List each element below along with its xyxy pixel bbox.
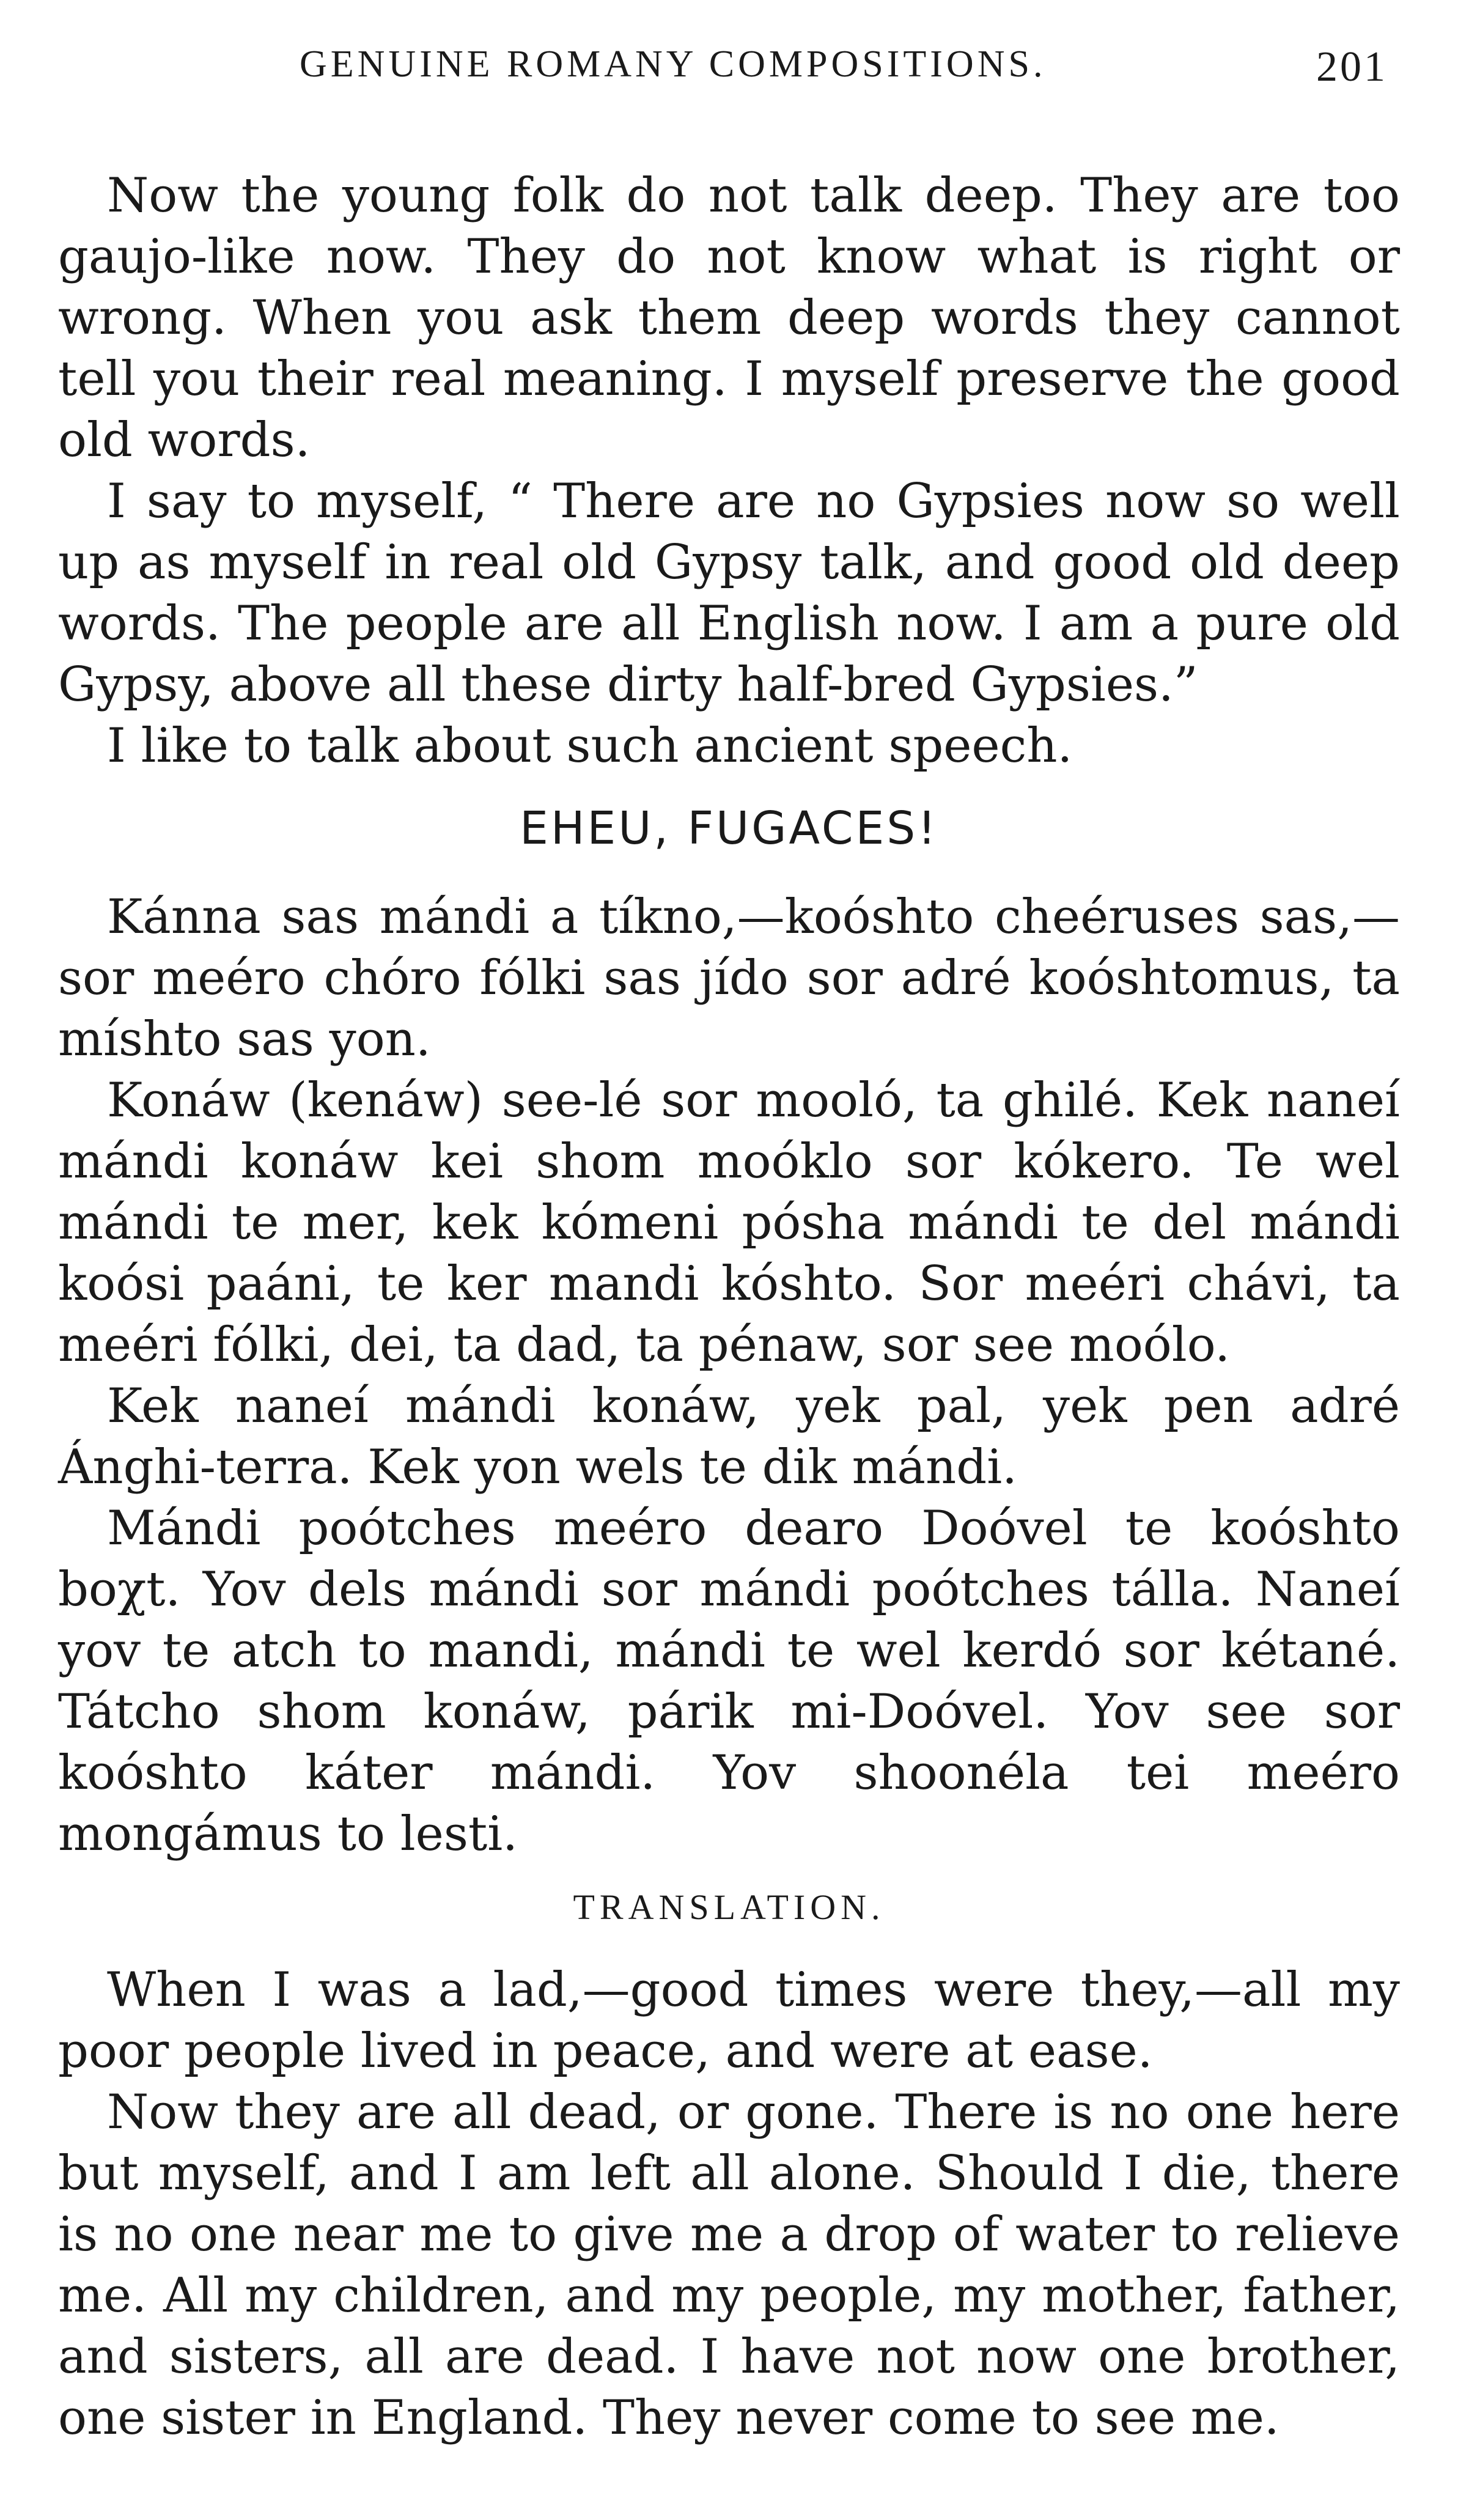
romany-paragraph-1: Kánna sas mándi a tíkno,—koóshto cheéruses sas,—sor meéro chóro fólki sas jído sor adré koóshtomus, ta míshto sas yon. [58,890,1400,1067]
romany-paragraph-3: Kek naneí mándi konáw, yek pal, yek pen adré Ánghi-terra. Kek yon wels te dik mándi. [58,1379,1400,1495]
intro-paragraph-2: I say to myself, “ There are no Gypsies now so well up as myself in real old Gypsy talk, and good old deep words. The people are all English now. I am a pure old Gypsy, above all these dirty half-bred Gypsies.” [58,474,1400,712]
translation-paragraph-1: When I was a lad,—good times were they,—all my poor people lived in peace, and were at ease. [58,1962,1400,2079]
romany-paragraph-2: Konáw (kenáw) see-lé sor mooló, ta ghilé. Kek naneí mándi konáw kei shom moóklo sor kókero. Te wel mándi te mer, kek kómeni pósha mándi te del mándi koósi paáni, te ker mandi kóshto. Sor meéri chávi, ta meéri fólki, dei, ta dad, ta pénaw, sor see moólo. [58,1073,1400,1372]
translation-heading: TRANSLATION. [573,1887,885,1927]
page-header [293,43,1394,104]
translation-paragraph-2: Now they are all dead, or gone. There is no one here but myself, and I am left all alone. Should I die, there is no one near me to give me a drop of water to relieve me. All my children, and my people, my mother, father, and sisters, all are dead. I have not now one brother, one sister in England. They never come to see me. [58,2085,1400,2445]
intro-paragraph-1: Now the young folk do not talk deep. They are too gaujo-like now. They do not know what is right or wrong. When you ask them deep words they cannot tell you their real meaning. I myself preserve the good old words. [58,168,1400,468]
intro-paragraph-3: I like to talk about such ancient speech. [107,718,1073,773]
page-number: 201 [1316,43,1388,90]
romany-section-heading: EHEU, FUGACES! [520,802,938,855]
romany-paragraph-4: Mándi poótches meéro dearo Doóvel te koóshto boχt. Yov dels mándi sor mándi poótches tálla. Naneí yov te atch to mandi, mándi te wel kerdó sor kétané. Tátcho shom konáw, párik mi-Doóvel. Yov see sor koóshto káter mándi. Yov shoonéla tei meéro mongámus to lesti. [58,1501,1400,1862]
running-title: GENUINE ROMANY COMPOSITIONS. [300,43,1047,85]
body-text [58,165,1400,2448]
